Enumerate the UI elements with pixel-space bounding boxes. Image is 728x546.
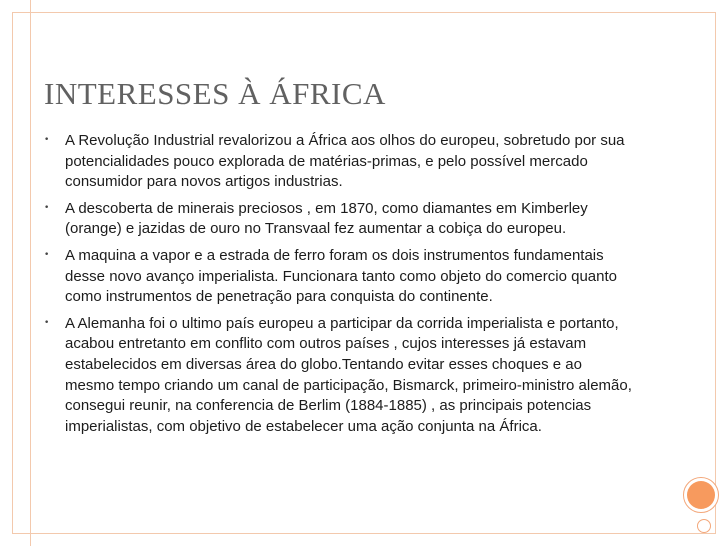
bullet-list — [44, 131, 632, 443]
slide-title: INTERESSES À ÁFRICA — [44, 76, 386, 111]
bullet-item — [44, 199, 632, 240]
bullet-icon: • — [44, 249, 50, 260]
bullet-text: A descoberta de minerais preciosos , em 1870, como diamantes em Kimberley (orange) e jazidas de ouro no Transvaal fez aumentar a cobiça do europeu. — [65, 199, 588, 238]
decorative-circle-small — [697, 519, 711, 533]
bullet-item — [44, 131, 632, 193]
bullet-icon: • — [44, 135, 50, 145]
bullet-item — [44, 246, 632, 308]
bullet-icon: • — [44, 317, 50, 328]
decorative-circle-filled — [687, 481, 715, 509]
slide-frame-vertical-line — [30, 0, 31, 546]
bullet-text: A maquina a vapor e a estrada de ferro foram os dois instrumentos fundamentais desse novo avanço imperialista. Funcionara tanto como objeto do comercio quanto como instrumentos de penetração para conquista do continente. — [65, 246, 617, 306]
bullet-item — [44, 314, 632, 438]
bullet-text: A Alemanha foi o ultimo país europeu a participar da corrida imperialista e portanto, acabou entretanto em conflito com outros países , cujos interesses já estavam estabelecidos em diversas área do globo.Tentando evitar esses choques e ao mesmo tempo criando um canal de participação, Bismarck, primeiro-ministro alemão, consegui reunir, na conferencia de Berlim (1884-1885) , as principais potencias imperialistas, com objetivo de estabelecer uma ação conjunta na África. — [65, 314, 632, 435]
bullet-text: A Revolução Industrial revalorizou a África aos olhos do europeu, sobretudo por sua potencialidades pouco explorada de matérias-primas, e pelo possível mercado consumidor para novos artigos industrias. — [65, 132, 625, 191]
bullet-icon: • — [44, 202, 50, 213]
